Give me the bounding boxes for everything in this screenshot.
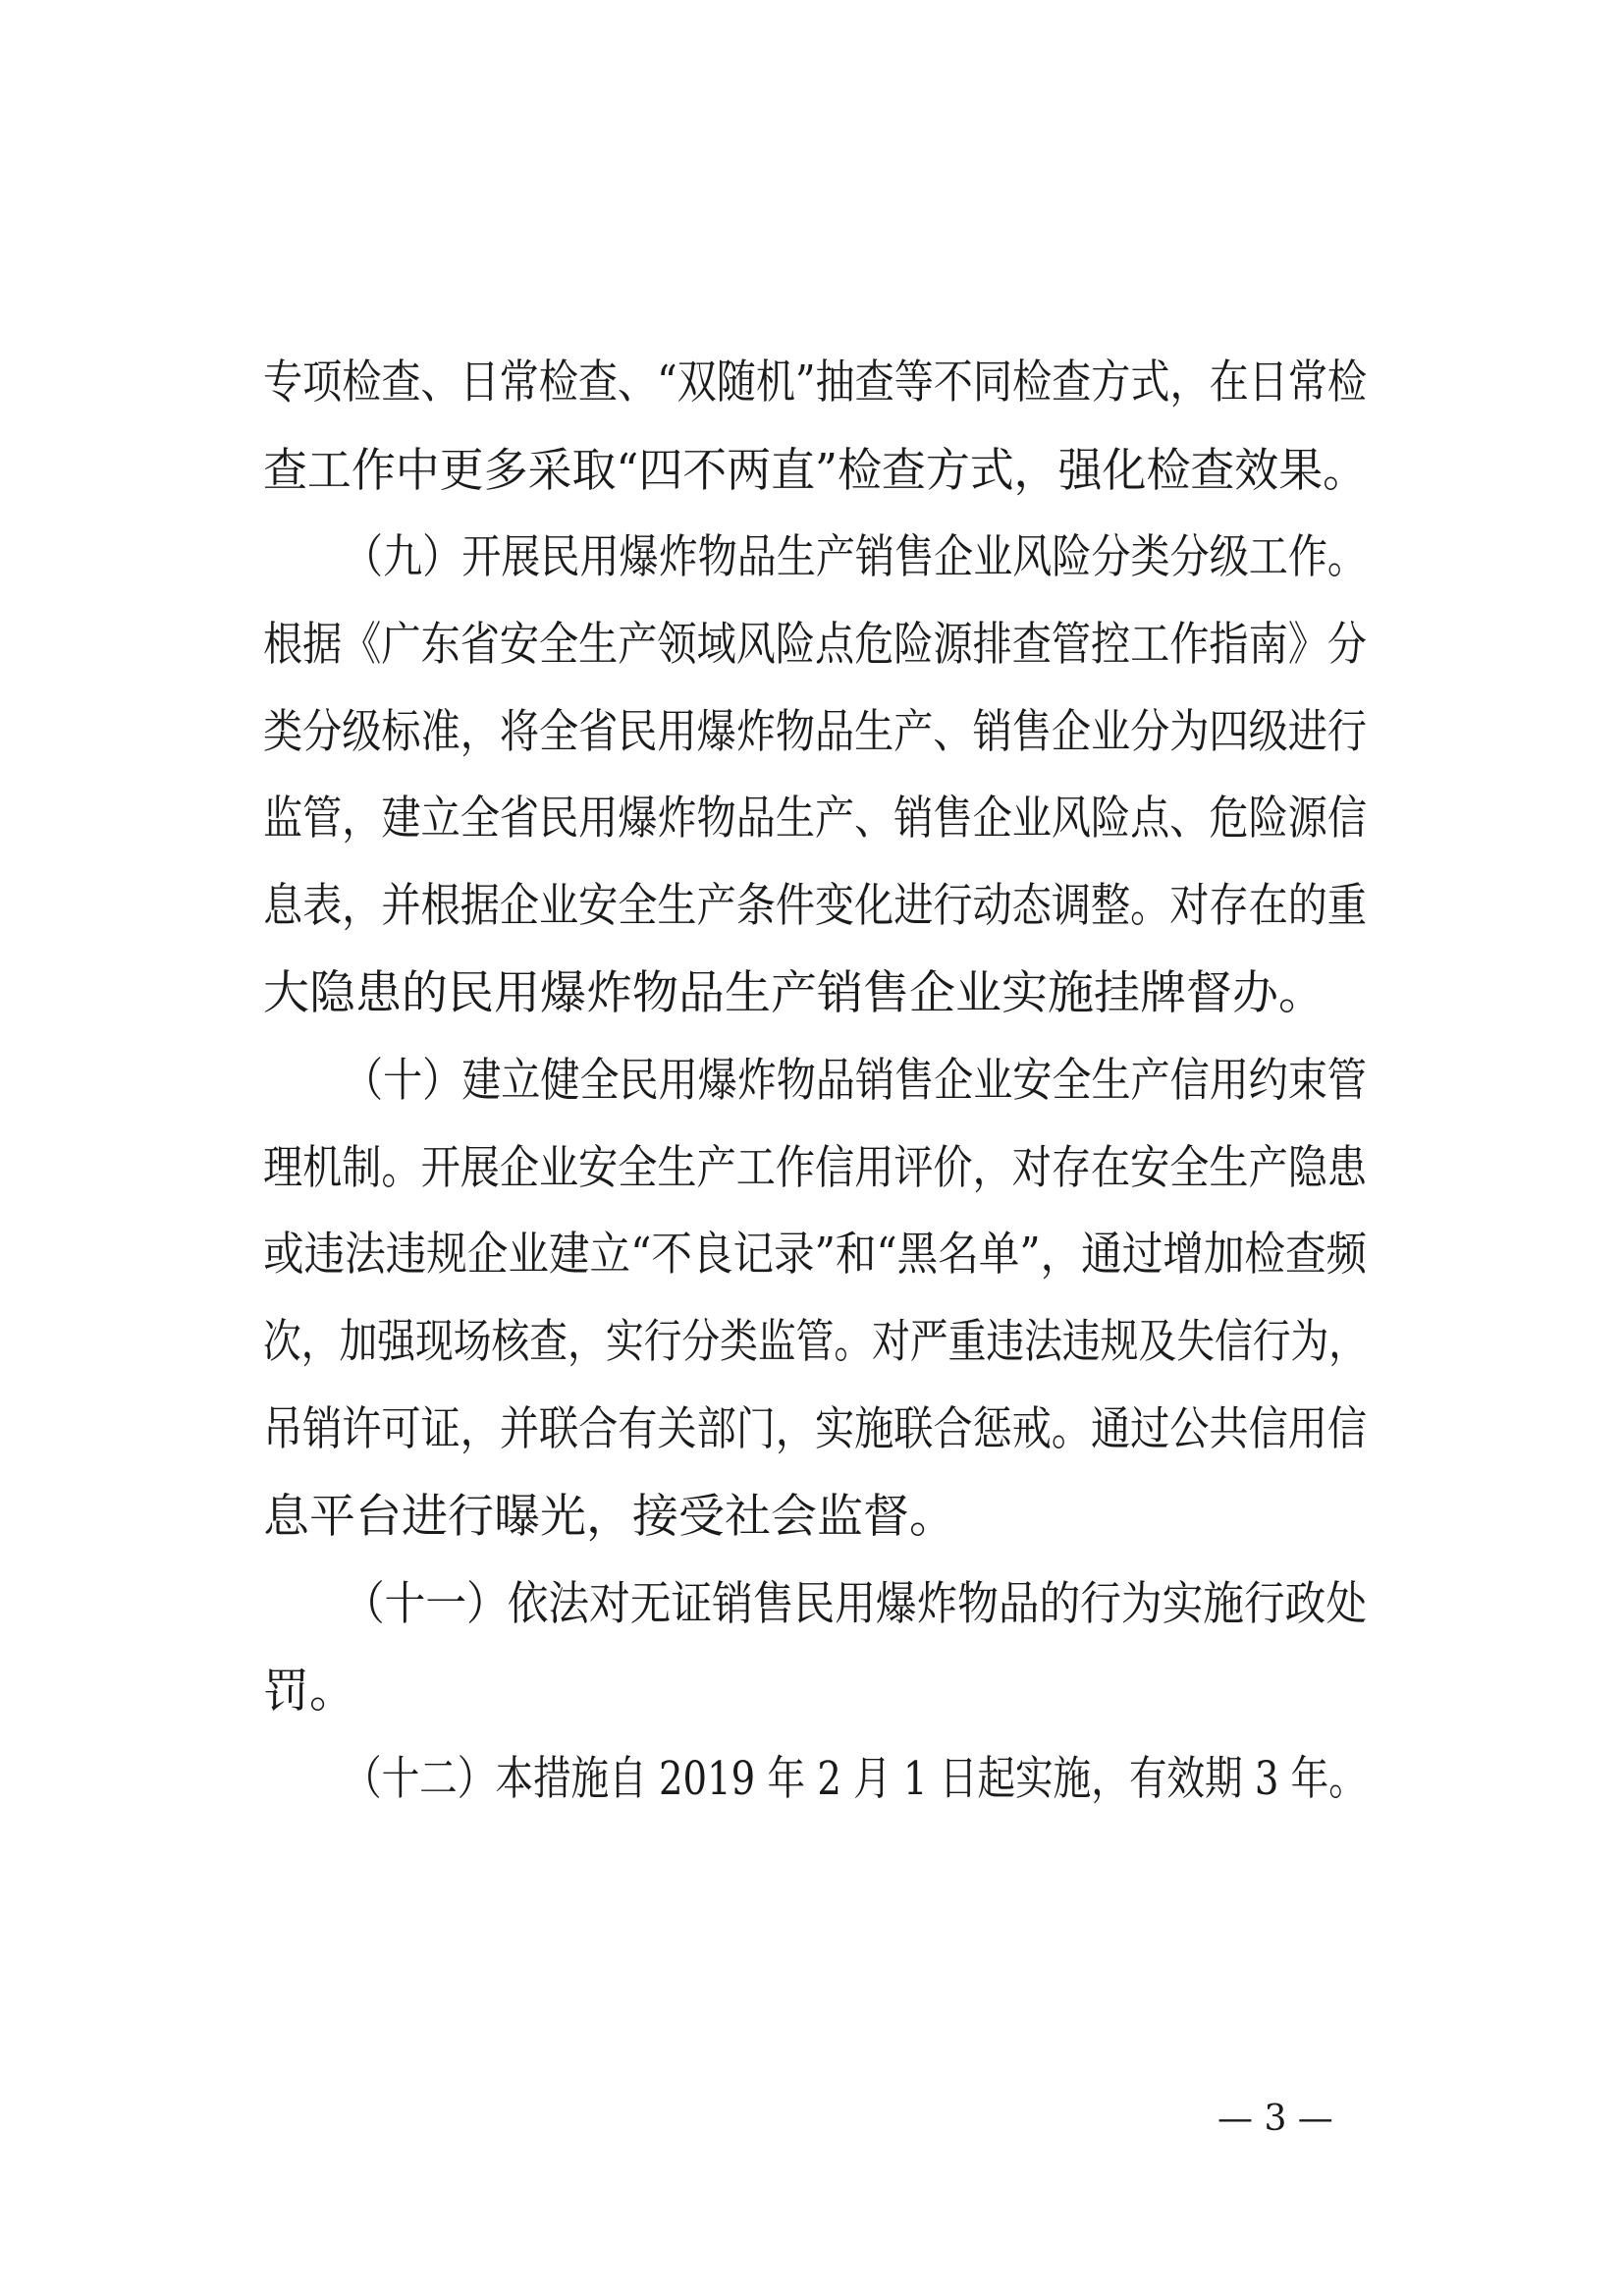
paragraph-heading-line <box>0 1042 1623 1121</box>
text-line <box>0 1653 1623 1731</box>
paragraph-heading-line <box>0 1740 1623 1819</box>
text-line-content: 理机制。开展企业安全生产工作信用评价，对存在安全生产隐患 <box>263 1141 1367 1195</box>
text-line-content: （十）建立健全民用爆炸物品销售企业安全生产信用约束管 <box>344 1054 1367 1108</box>
text-line <box>0 1216 1623 1294</box>
text-line-content: 大隐患的民用爆炸物品生产销售企业实施挂牌督办。 <box>263 966 1325 1020</box>
text-line-content: 次，加强现场核查，实行分类监管。对严重违法违规及失信行为， <box>263 1315 1367 1369</box>
text-line-content: （十二）本措施自 2019 年 2 月 1 日起实施，有效期 3 年。 <box>344 1752 1367 1806</box>
page-number: — 3 — <box>1217 2099 1333 2139</box>
text-line-content: 或违法违规企业建立“不良记录”和“黑名单”，通过增加检查频 <box>263 1228 1368 1282</box>
text-line <box>0 1478 1623 1557</box>
text-line <box>0 1391 1623 1469</box>
text-line <box>0 606 1623 684</box>
text-line <box>0 1129 1623 1208</box>
text-line <box>0 867 1623 946</box>
text-line-content: 息表，并根据企业安全生产条件变化进行动态调整。对存在的重 <box>263 879 1367 933</box>
text-line <box>0 955 1623 1033</box>
text-line <box>0 780 1623 858</box>
text-line-content: （十一）依法对无证销售民用爆炸物品的行为实施行政处 <box>344 1577 1367 1631</box>
text-line-content: 专项检查、日常检查、“双随机”抽查等不同检查方式，在日常检 <box>263 355 1368 410</box>
text-line <box>0 1303 1623 1382</box>
text-line-content: 类分级标准，将全省民用爆炸物品生产、销售企业分为四级进行 <box>263 705 1367 759</box>
text-line-content: 息平台进行曝光，接受社会监督。 <box>263 1490 955 1544</box>
text-line-content: （九）开展民用爆炸物品生产销售企业风险分类分级工作。 <box>344 530 1367 584</box>
text-line <box>0 693 1623 772</box>
paragraph-heading-line <box>0 1565 1623 1644</box>
text-line-content: 罚。 <box>263 1665 355 1719</box>
text-line-content: 监管，建立全省民用爆炸物品生产、销售企业风险点、危险源信 <box>263 792 1367 846</box>
text-line <box>0 432 1623 511</box>
text-line-content: 吊销许可证，并联合有关部门，实施联合惩戒。通过公共信用信 <box>263 1402 1367 1456</box>
text-line-content: 根据《广东省安全生产领域风险点危险源排查管控工作指南》分 <box>263 618 1367 672</box>
text-line-content: 查工作中更多采取“四不两直”检查方式，强化检查效果。 <box>263 444 1368 498</box>
paragraph-heading-line <box>0 519 1623 597</box>
text-line <box>0 344 1623 422</box>
